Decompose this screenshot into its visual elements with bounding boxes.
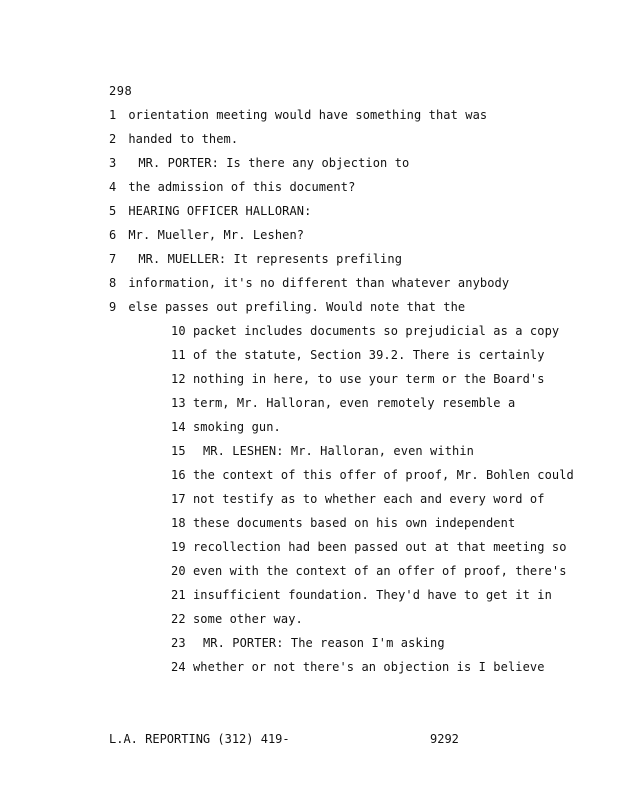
transcript-line-19 xyxy=(171,538,567,556)
line-number-10: 10 xyxy=(171,324,186,338)
line-number-7: 7 xyxy=(109,252,117,266)
line-text-11: of the statute, Section 39.2. There is certainly xyxy=(192,348,545,362)
transcript-line-23 xyxy=(171,634,445,652)
transcript-line-11 xyxy=(171,346,545,364)
line-text-2: handed to them. xyxy=(128,132,239,146)
line-number-11: 11 xyxy=(171,348,186,362)
transcript-line-7 xyxy=(109,250,402,268)
transcript-line-8 xyxy=(109,274,509,292)
line-text-14: smoking gun. xyxy=(192,420,281,434)
transcript-line-9 xyxy=(109,298,465,316)
transcript-line-12 xyxy=(171,370,545,388)
line-number-3: 3 xyxy=(109,156,117,170)
transcript-line-16 xyxy=(171,466,574,484)
line-number-6: 6 xyxy=(109,228,117,242)
line-number-5: 5 xyxy=(109,204,117,218)
line-number-24: 24 xyxy=(171,660,186,674)
line-number-14: 14 xyxy=(171,420,186,434)
line-number-12: 12 xyxy=(171,372,186,386)
line-number-17: 17 xyxy=(171,492,186,506)
line-text-6: Mr. Mueller, Mr. Leshen? xyxy=(128,228,305,242)
transcript-line-13 xyxy=(171,394,515,412)
line-text-12: nothing in here, to use your term or the Board's xyxy=(192,372,545,386)
line-number-8: 8 xyxy=(109,276,117,290)
line-text-9: else passes out prefiling. Would note that the xyxy=(128,300,466,314)
line-number-4: 4 xyxy=(109,180,117,194)
transcript-line-1 xyxy=(109,106,487,124)
line-text-19: recollection had been passed out at that meeting so xyxy=(192,540,567,554)
footer-phone-suffix: 9292 xyxy=(430,732,459,746)
line-number-21: 21 xyxy=(171,588,186,602)
transcript-line-22 xyxy=(171,610,303,628)
line-text-5: HEARING OFFICER HALLORAN: xyxy=(128,204,312,218)
transcript-line-5 xyxy=(109,202,311,220)
transcript-line-3 xyxy=(109,154,409,172)
transcript-line-24 xyxy=(171,658,545,676)
transcript-line-18 xyxy=(171,514,515,532)
line-number-22: 22 xyxy=(171,612,186,626)
line-text-24: whether or not there's an objection is I believe xyxy=(192,660,545,674)
line-text-7: MR. MUELLER: It represents prefiling xyxy=(138,252,403,266)
line-number-1: 1 xyxy=(109,108,117,122)
line-text-16: the context of this offer of proof, Mr. Bohlen could xyxy=(192,468,574,482)
transcript-line-6 xyxy=(109,226,304,244)
line-text-15: MR. LESHEN: Mr. Halloran, even within xyxy=(202,444,474,458)
line-text-13: term, Mr. Halloran, even remotely resemble a xyxy=(192,396,516,410)
line-text-3: MR. PORTER: Is there any objection to xyxy=(138,156,410,170)
line-text-23: MR. PORTER: The reason I'm asking xyxy=(202,636,445,650)
line-number-18: 18 xyxy=(171,516,186,530)
line-text-18: these documents based on his own independent xyxy=(192,516,516,530)
line-number-19: 19 xyxy=(171,540,186,554)
transcript-line-17 xyxy=(171,490,545,508)
transcript-line-4 xyxy=(109,178,355,196)
line-number-23: 23 xyxy=(171,636,186,650)
line-text-10: packet includes documents so prejudicial as a copy xyxy=(192,324,560,338)
line-text-1: orientation meeting would have something that was xyxy=(128,108,488,122)
line-text-8: information, it's no different than whatever anybody xyxy=(128,276,510,290)
transcript-line-21 xyxy=(171,586,552,604)
line-number-20: 20 xyxy=(171,564,186,578)
page-number: 298 xyxy=(109,84,133,98)
line-text-21: insufficient foundation. They'd have to get it in xyxy=(192,588,552,602)
line-number-9: 9 xyxy=(109,300,117,314)
transcript-line-14 xyxy=(171,418,281,436)
footer-reporter: L.A. REPORTING (312) 419- xyxy=(109,732,290,746)
line-text-20: even with the context of an offer of proof, there's xyxy=(192,564,567,578)
line-text-22: some other way. xyxy=(192,612,303,626)
line-number-13: 13 xyxy=(171,396,186,410)
line-number-16: 16 xyxy=(171,468,186,482)
line-number-15: 15 xyxy=(171,444,186,458)
line-text-17: not testify as to whether each and every word of xyxy=(192,492,545,506)
line-text-4: the admission of this document? xyxy=(128,180,356,194)
transcript-line-15 xyxy=(171,442,474,460)
transcript-line-2 xyxy=(109,130,238,148)
transcript-line-10 xyxy=(171,322,559,340)
line-number-2: 2 xyxy=(109,132,117,146)
transcript-line-20 xyxy=(171,562,567,580)
